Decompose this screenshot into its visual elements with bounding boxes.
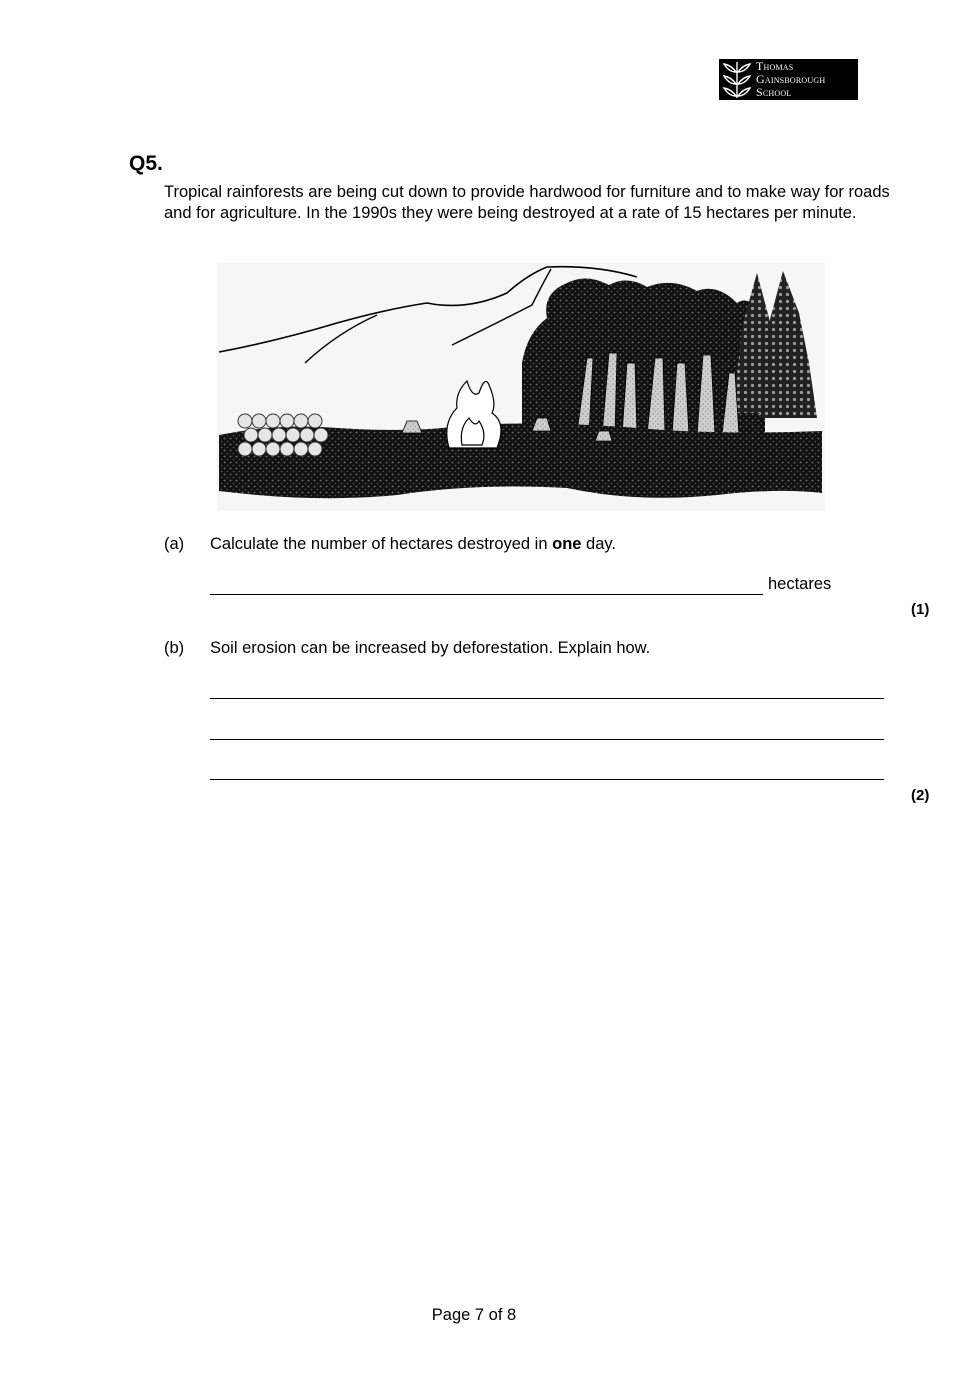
logo-text — [756, 60, 825, 99]
part-b-answer-line-2[interactable] — [210, 739, 884, 740]
part-a-marks: (1) — [911, 601, 930, 618]
school-logo — [719, 59, 858, 100]
part-a-text-after: day. — [581, 535, 616, 553]
question-number: Q5. — [129, 152, 163, 175]
page-number: Page 7 of 8 — [431, 1306, 517, 1324]
part-b-marks: (2) — [911, 787, 930, 804]
part-b-answer-line-3[interactable] — [210, 779, 884, 780]
part-a-text-bold: one — [552, 535, 582, 553]
part-a-answer-line[interactable] — [210, 594, 763, 595]
part-a-unit: hectares — [768, 575, 832, 593]
logo-line-1: Thomas — [756, 59, 794, 73]
part-a-question — [210, 535, 616, 554]
logo-line-2: Gainsborough — [756, 72, 826, 86]
part-a-text-before: Calculate the number of hectares destroyed in — [210, 535, 553, 553]
part-b-question: Soil erosion can be increased by deforestation. Explain how. — [210, 639, 651, 657]
logo-line-3: School — [756, 85, 792, 99]
log-pile — [238, 414, 328, 456]
question-intro: Tropical rainforests are being cut down to provide hardwood for furniture and to make way for roads and for agriculture. In the 1990s they were being destroyed at a rate of 15 hectares per minute. — [164, 183, 890, 222]
part-a-label: (a) — [164, 535, 185, 553]
leaf-emblem-icon — [721, 60, 753, 99]
deforestation-illustration — [217, 263, 825, 511]
part-b-label: (b) — [164, 639, 185, 657]
part-b-answer-line-1[interactable] — [210, 698, 884, 699]
